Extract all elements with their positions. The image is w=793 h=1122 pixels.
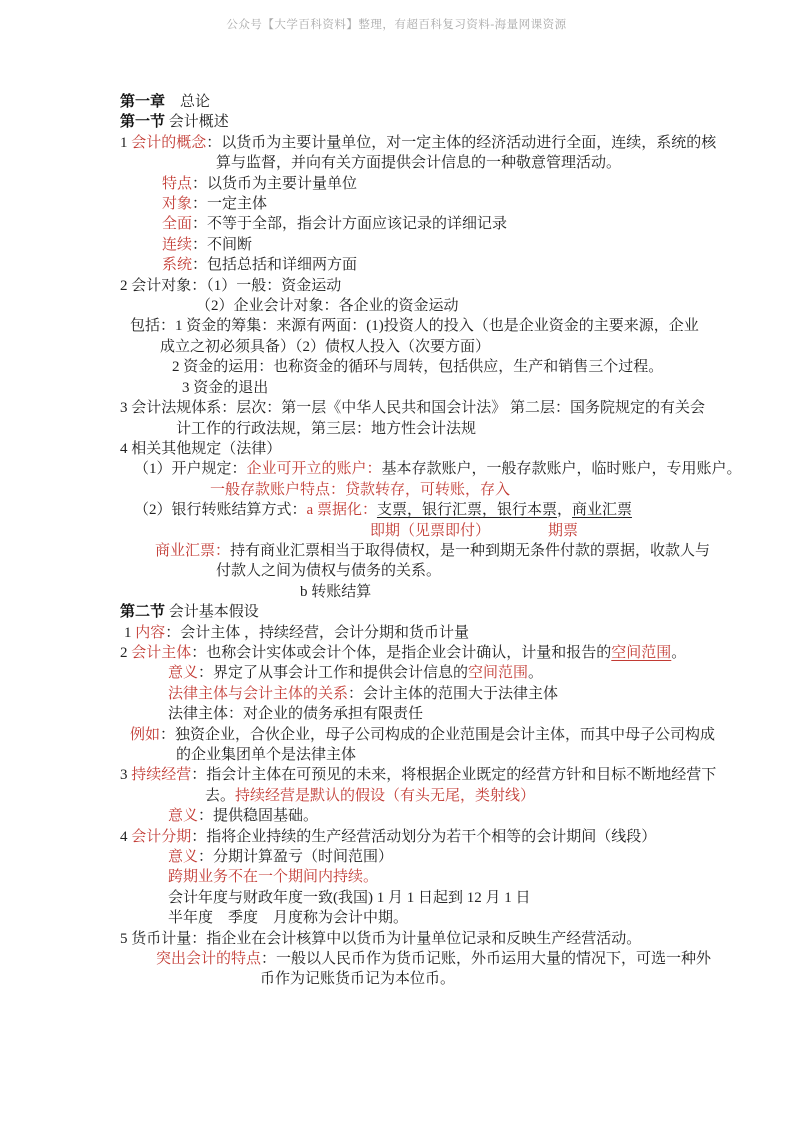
text-line — [120, 888, 720, 908]
text-segment: （1）开户规定： — [134, 461, 247, 478]
text-segment-red: a — [306, 502, 317, 519]
text-segment-u: 商业汇票 — [571, 502, 632, 519]
text-segment: ：独资企业，合伙企业，母子公司构成的企业范围是会计主体，而其中母子公司构成 — [160, 726, 716, 743]
text-segment-red: 会计分期 — [131, 828, 192, 845]
text-line — [120, 174, 720, 194]
text-line — [120, 541, 720, 561]
text-line — [120, 153, 720, 173]
text-segment: 4 — [120, 828, 132, 845]
text-segment: 付款人之间为债权与债务的关系。 — [216, 563, 442, 580]
text-segment: ：会计主体的范围大于法律主体 — [348, 685, 559, 702]
text-segment: 总论 — [165, 94, 211, 110]
text-line — [120, 235, 720, 255]
text-line — [120, 561, 720, 581]
text-segment: 成立之初必须具备）（2）债权人投入（次要方面） — [160, 338, 491, 355]
text-segment: （2）银行转账结算方式： — [134, 502, 307, 519]
text-segment: ：一定主体 — [192, 196, 268, 213]
text-segment-red: 对象 — [162, 196, 193, 213]
text-line — [120, 255, 720, 275]
text-segment: ：界定了从事会计工作和提供会计信息的 — [198, 665, 469, 682]
text-line — [120, 827, 720, 847]
text-segment: 会计基本假设 — [165, 604, 259, 621]
text-segment: ， — [556, 502, 572, 519]
text-line — [120, 765, 720, 785]
text-line — [120, 704, 720, 724]
text-segment-red: 内容 — [135, 624, 166, 641]
text-line — [120, 684, 720, 704]
text-segment-red-u: 空间范围 — [611, 644, 672, 661]
text-segment-red: 突出会计的特点 — [156, 951, 262, 968]
text-segment-red: 意义 — [168, 849, 199, 866]
text-segment: ：也称会计实体或会计个体，是指企业会计确认，计量和报告的 — [191, 644, 612, 661]
text-line — [120, 337, 720, 357]
text-segment: 去。 — [205, 787, 236, 804]
text-segment: 计工作的行政法规，第三层：地方性会计法规 — [176, 420, 477, 437]
text-line — [120, 439, 720, 459]
text-line — [120, 663, 720, 683]
text-line — [120, 725, 720, 745]
text-line — [120, 92, 720, 112]
text-segment: 2 资金的运用：也称资金的循环与周转，包括供应，生产和销售三个过程。 — [172, 359, 664, 376]
text-segment-red: 系统 — [162, 257, 193, 274]
text-segment-red: 即期（见票即付） — [370, 522, 491, 539]
text-segment: ：以货币为主要计量单位 — [192, 175, 358, 192]
text-segment-red: 意义 — [168, 808, 199, 825]
document-content — [120, 92, 742, 990]
text-segment: 4 相关其他规定（法律） — [120, 440, 282, 457]
text-line — [120, 582, 720, 602]
text-segment: ：一般以人民币作为货币记账，外币运用大量的情况下，可选一种外 — [261, 951, 712, 968]
text-segment: 包括：1 资金的筹集：来源有两面：(1)投资人的投入（也是企业资金的主要来源，企业 — [130, 318, 699, 335]
text-line — [120, 378, 720, 398]
text-segment: 算与监督，并向有关方面提供会计信息的一种敬意管理活动。 — [216, 155, 622, 172]
text-segment: ：不等于全部，指会计方面应该记录的详细记录 — [192, 216, 508, 233]
text-line — [120, 459, 742, 479]
text-segment-red: 法律主体与会计主体的关系 — [168, 685, 349, 702]
text-line — [120, 194, 720, 214]
text-line — [120, 112, 720, 132]
text-segment: 3 会计法规体系：层次：第一层《中华人民共和国会计法》 第二层：国务院规定的有关会 — [120, 400, 706, 417]
text-segment: 币作为记账货币记为本位币。 — [260, 971, 456, 988]
text-segment-red: 持续经营 — [131, 767, 192, 784]
text-line — [120, 806, 720, 826]
text-segment: 。 — [671, 644, 687, 661]
page-header-watermark: 公众号【大学百科资料】整理，有超百科复习资料-海量网课资源 — [226, 19, 567, 31]
text-line — [120, 419, 720, 439]
text-segment-red: 例如 — [130, 726, 161, 743]
text-segment-red: 连续 — [162, 236, 193, 253]
text-segment: ：分期计算盈亏（时间范围） — [198, 849, 394, 866]
text-segment-red: 会计的概念 — [131, 134, 207, 151]
text-line — [120, 521, 720, 541]
text-line — [120, 276, 720, 296]
text-line — [120, 357, 720, 377]
text-segment-red: 会计主体 — [131, 644, 192, 661]
text-segment: 3 — [120, 767, 132, 784]
text-line — [120, 623, 720, 643]
text-line — [120, 133, 720, 153]
text-segment-red: 特点 — [162, 175, 193, 192]
text-segment-bold: 第一节 — [120, 114, 166, 131]
text-line — [120, 296, 720, 316]
text-line — [120, 969, 720, 989]
text-segment-red: 期票 — [548, 522, 579, 539]
text-line — [120, 643, 720, 663]
text-segment: 1 — [124, 624, 136, 641]
text-line — [120, 949, 720, 969]
text-segment: ：指会计主体在可预见的未来，将根据企业既定的经营方针和目标不断地经营下 — [191, 767, 717, 784]
text-segment-red: 全面 — [162, 216, 193, 233]
text-segment-red: 空间范围 — [468, 665, 529, 682]
text-segment-red: 票据化： — [316, 502, 377, 519]
text-line — [120, 602, 720, 622]
text-line — [120, 867, 720, 887]
text-segment-red: 商业汇票： — [155, 542, 231, 559]
text-line — [120, 398, 720, 418]
text-segment: ：指将企业持续的生产经营活动划分为若干个相等的会计期间（线段） — [191, 828, 657, 845]
text-line — [120, 908, 720, 928]
text-line — [120, 929, 720, 949]
text-segment-red: 意义 — [168, 665, 199, 682]
text-segment: ：不间断 — [192, 236, 253, 253]
text-segment: 法律主体：对企业的债务承担有限责任 — [168, 706, 424, 723]
text-segment-red: 持续经营是默认的假设（有头无尾，类射线） — [235, 787, 536, 804]
text-segment: b 转账结算 — [300, 583, 372, 600]
text-segment-red: 跨期业务不在一个期间内持续。 — [168, 869, 379, 886]
text-line — [120, 847, 720, 867]
text-line — [120, 214, 720, 234]
text-segment: 的企业集团单个是法律主体 — [176, 747, 357, 763]
text-segment-red: 一般存款账户特点：贷款转存，可转账，存入 — [210, 481, 511, 498]
text-segment: 会计年度与财政年度一致(我国) 1 月 1 日起到 12 月 1 日 — [168, 889, 531, 906]
text-segment: ：包括总括和详细两方面 — [192, 257, 358, 274]
text-segment: 。 — [528, 665, 544, 682]
text-line — [120, 480, 720, 500]
text-segment-bold: 第二节 — [120, 604, 166, 621]
text-segment: 2 — [120, 644, 132, 661]
text-segment: 5 货币计量：指企业在会计核算中以货币为计量单位记录和反映生产经营活动。 — [120, 930, 642, 947]
text-segment-u: 支票，银行汇票，银行本票 — [376, 502, 557, 519]
text-segment-red: 企业可开立的账户： — [246, 461, 382, 478]
text-segment: ：提供稳固基础。 — [198, 808, 319, 825]
text-line — [120, 316, 720, 336]
text-segment: （2）企业会计对象：各企业的资金运动 — [196, 298, 459, 315]
text-segment: 会计概述 — [165, 114, 229, 131]
text-segment: 半年度 季度 月度称为会计中期。 — [168, 910, 409, 927]
text-line — [120, 500, 720, 520]
text-segment: 2 会计对象：（1）一般：资金运动 — [120, 277, 342, 294]
text-segment-bold: 第一章 — [120, 94, 166, 110]
text-segment: 持有商业汇票相当于取得债权，是一种到期无条件付款的票据，收款人与 — [230, 542, 711, 559]
text-segment: ：会计主体 ，持续经营，会计分期和货币计量 — [165, 624, 470, 641]
text-segment: ：以货币为主要计量单位，对一定主体的经济活动进行全面，连续，系统的核 — [206, 134, 717, 151]
text-segment: 基本存款账户，一般存款账户，临时账户，专用账户。 — [381, 461, 742, 478]
text-line — [120, 745, 720, 765]
text-segment: 1 — [120, 134, 132, 151]
text-segment: 3 资金的退出 — [182, 379, 269, 396]
text-line — [120, 786, 720, 806]
